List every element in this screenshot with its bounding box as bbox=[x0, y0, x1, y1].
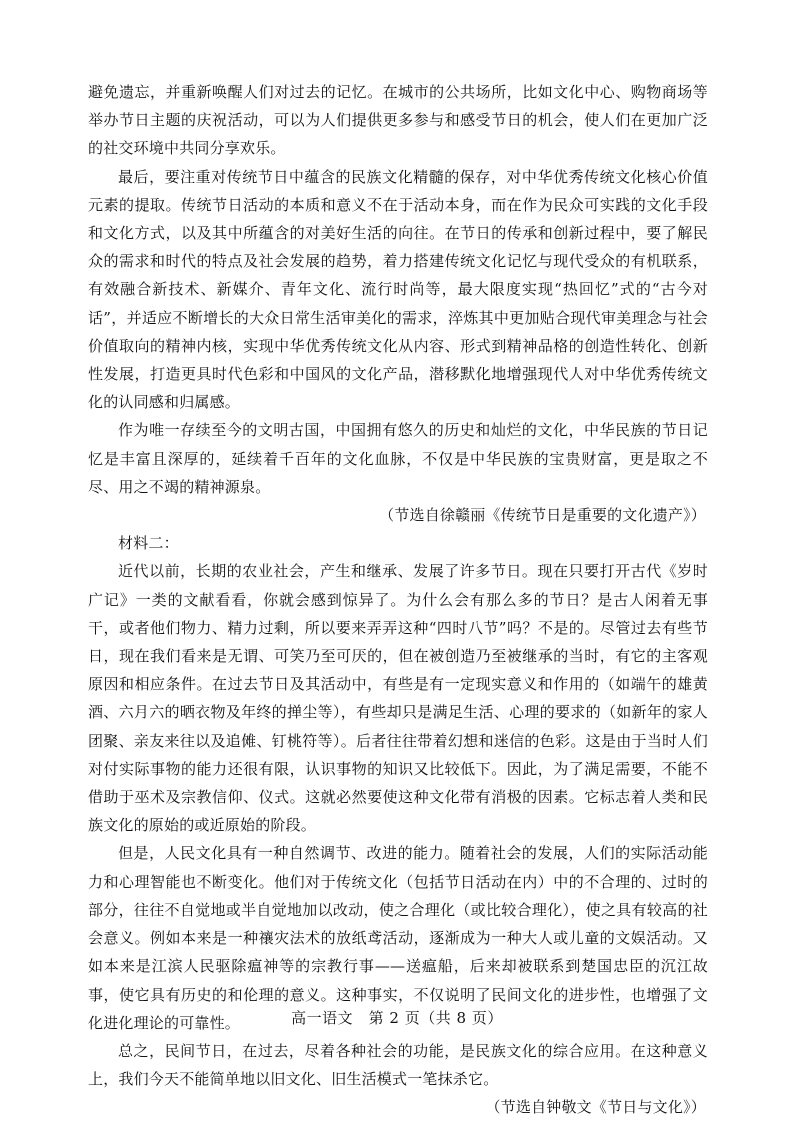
material2-source: （节选自钟敬文《节日与文化》） bbox=[485, 1098, 706, 1117]
material2-heading: 材料二： bbox=[118, 534, 179, 553]
paragraph-premodern-festivals: 近代以前，长期的农业社会，产生和继承、发展了许多节日。现在只要打开古代《岁时广记》一类的文献看看，你就会感到惊异了。为什么会有那么多的节日？是古人闲着无事干，或者他们物力、精力过剩，所以要来弄弄这种“四时八节”吗？不是的。尽管过去有些节日，现在我们看来是无谓、可笑乃至可厌的，但在被创造乃至被继承的当时，有它的主客观原因和相应条件。在过去节日及其活动中，有些是有一定现实意义和作用的（如端午的雄黄酒、六月六的晒衣物及年终的掸尘等），有些却只是满足生活、心理的要求的（如新年的家人团聚、亲友来往以及追傩、钉桃符等）。后者往往带着幻想和迷信的色彩。这是由于当时人们对付实际事物的能力还很有限，认识事物的知识又比较低下。因此，为了满足需要，不能不借助于巫术及宗教信仰、仪式。这就必然要使这种文化带有消极的因素。它标志着人类和民族文化的原始的或近原始的阶段。 bbox=[88, 562, 708, 835]
paragraph-folk-culture-adjustment: 但是，人民文化具有一种自然调节、改进的能力。随着社会的发展，人们的实际活动能力和心理智能也不断变化。他们对于传统文化（包括节日活动在内）中的不合理的、过时的部分，往往不自觉地或半自觉地加以改动，使之合理化（或比较合理化），使之具有较高的社会意义。例如本来是一种禳灾法术的放纸鸢活动，逐渐成为一种大人或儿童的文娱活动。又如本来是江滨人民驱除瘟神等的宗教行事——送瘟船，后来却被联系到楚国忠臣的沉江故事，使它具有历史的和伦理的意义。这种事实，不仅说明了民间文化的进步性，也增强了文化进化理论的可靠性。 bbox=[88, 844, 708, 1032]
paragraph-preservation: 最后，要注重对传统节日中蕴含的民族文化精髓的保存，对中华优秀传统文化核心价值元素的提取。传统节日活动的本质和意义不在于活动本身，而在作为民众可实践的文化手段和文化方式，以及其中所蕴含的对美好生活的向往。在节日的传承和创新过程中，要了解民众的需求和时代的特点及社会发展的趋势，着力搭建传统文化记忆与现代受众的有机联系，有效融合新技术、新媒介、青年文化、流行时尚等，最大限度实现“热回忆”式的“古今对话”，并适应不断增长的大众日常生活审美化的需求，淬炼其中更加贴合现代审美理念与社会价值取向的精神内核，实现中华优秀传统文化从内容、形式到精神品格的创造性转化、创新性发展，打造更具时代色彩和中国风的文化产品，潜移默化地增强现代人对中华优秀传统文化的认同感和归属感。 bbox=[88, 167, 708, 412]
material1-source: （节选自徐赣丽《传统节日是重要的文化遗产》） bbox=[379, 506, 706, 525]
paragraph-summary: 总之，民间节日，在过去，尽着各种社会的功能，是民族文化的综合应用。在这种意义上，我们今天不能简单地以旧文化、旧生活模式一笔抹杀它。 bbox=[88, 1041, 708, 1089]
page-footer: 高一语文 第 2 页（共 8 页） bbox=[291, 1009, 503, 1027]
paragraph-continuation: 避免遗忘，并重新唤醒人们对过去的记忆。在城市的公共场所，比如文化中心、购物商场等举办节日主题的庆祝活动，可以为人们提供更多参与和感受节日的机会，使人们在更加广泛的社交环境中共同分享欢乐。 bbox=[88, 83, 708, 158]
paragraph-conclusion: 作为唯一存续至今的文明古国，中国拥有悠久的历史和灿烂的文化，中华民族的节日记忆是丰富且深厚的，延续着千百年的文化血脉，不仅是中华民族的宝贵财富，更是取之不尽、用之不竭的精神源泉。 bbox=[88, 421, 708, 496]
